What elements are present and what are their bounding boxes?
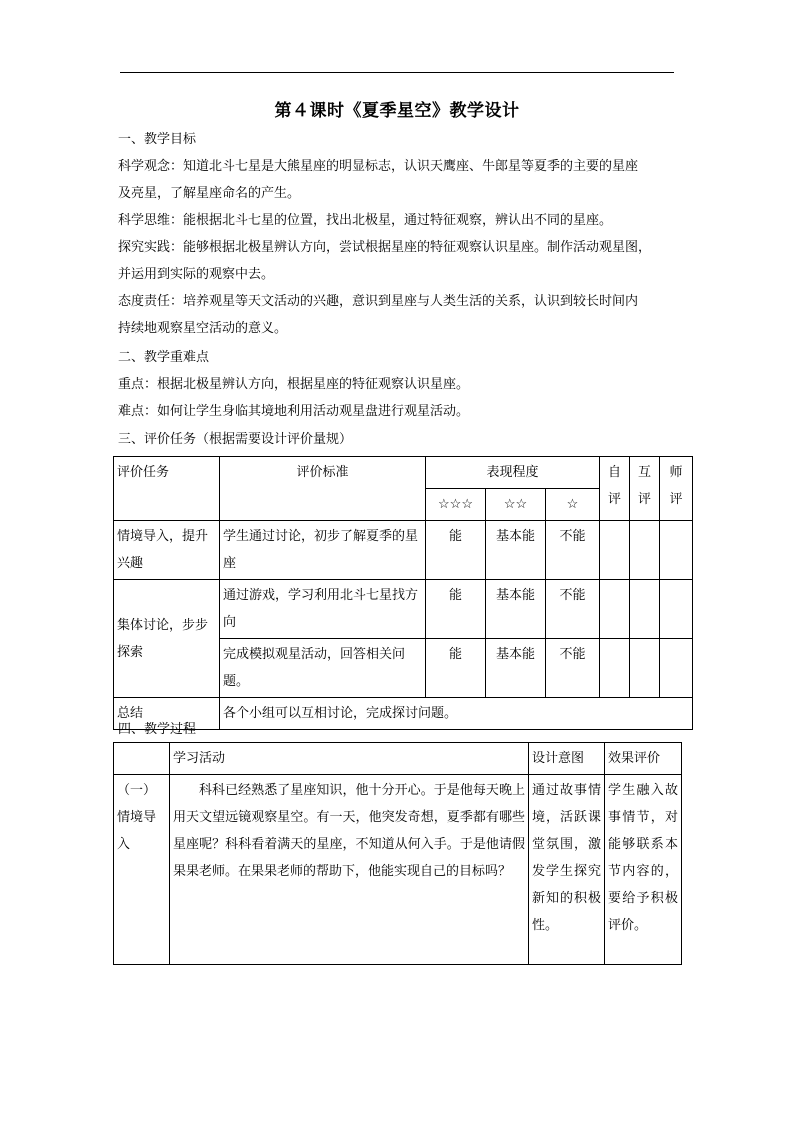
objective-inquiry-cont: 并运用到实际的观察中去。	[118, 267, 275, 282]
evaluation-table	[113, 456, 693, 730]
stage-intro: （一）情境导入	[114, 775, 170, 965]
row-standard-summary: 各个小组可以互相讨论，完成探讨问题。	[220, 698, 693, 730]
objective-science-concept: 科学观念：知道北斗七星是大熊星座的明显标志，认识天鹰座、牛郎星等夏季的主要的星座	[118, 159, 639, 174]
table-row	[114, 775, 682, 965]
row-standard-intro: 学生通过讨论，初步了解夏季的星座	[220, 521, 426, 580]
activity-intro-text: 科科已经熟悉了星座知识，他十分开心。于是他每天晚上用天文望远镜观察星空。有一天，他突发奇想，夏季都有哪些星座呢？科科看着满天的星座，不知道从何入手。于是他请假果果老师。在果果老师的帮助下，他能实现自己的目标吗？	[170, 775, 529, 965]
objective-inquiry: 探究实践：能够根据北极星辨认方向，尝试根据星座的特征观察认识星座。制作活动观星图，	[118, 240, 652, 255]
level-able: 能	[426, 580, 486, 639]
row-task-intro: 情境导入，提升兴趣	[114, 521, 220, 580]
row-standard-simulation: 完成模拟观星活动，回答相关问题。	[220, 639, 426, 698]
header-effect-eval: 效果评价	[605, 743, 682, 775]
section-heading-objectives: 一、教学目标	[118, 132, 197, 147]
header-eval-standard: 评价标准	[220, 457, 426, 521]
header-one-star: ☆	[546, 489, 600, 521]
section-heading-evaluation: 三、评价任务（根据需要设计评价量规）	[118, 432, 353, 447]
self-eval-cell	[600, 580, 630, 639]
row-standard-game: 通过游戏，学习利用北斗七星找方向	[220, 580, 426, 639]
page-title: 第４课时《夏季星空》教学设计	[274, 101, 520, 121]
effect-eval-text: 学生融入故事情节，对能够联系本节内容的，要给予积极评价。	[605, 775, 682, 965]
header-two-stars: ☆☆	[486, 489, 546, 521]
level-able: 能	[426, 639, 486, 698]
header-design-intent: 设计意图	[529, 743, 605, 775]
level-basically-able: 基本能	[486, 639, 546, 698]
objective-attitude-cont: 持续地观察星空活动的意义。	[118, 321, 288, 336]
objective-attitude: 态度责任：培养观星等天文活动的兴趣，意识到星座与人类生活的关系，认识到较长时间内	[118, 294, 639, 309]
level-able: 能	[426, 521, 486, 580]
key-point: 重点：根据北极星辨认方向，根据星座的特征观察认识星座。	[118, 377, 470, 392]
peer-eval-cell	[630, 639, 660, 698]
self-eval-cell	[600, 521, 630, 580]
teacher-eval-cell	[660, 639, 693, 698]
self-eval-cell	[600, 639, 630, 698]
level-unable: 不能	[546, 639, 600, 698]
section-heading-process: 四、教学过程	[118, 722, 197, 737]
header-rule	[120, 72, 674, 73]
peer-eval-cell	[630, 521, 660, 580]
header-learning-activity: 学习活动	[170, 743, 529, 775]
header-stage	[114, 743, 170, 775]
header-peer-eval: 互评	[630, 457, 660, 521]
objective-science-thinking: 科学思维：能根据北斗七星的位置，找出北极星，通过特征观察，辨认出不同的星座。	[118, 213, 613, 228]
header-eval-task: 评价任务	[114, 457, 220, 521]
teacher-eval-cell	[660, 580, 693, 639]
header-self-eval: 自评	[600, 457, 630, 521]
table-row	[114, 580, 693, 639]
objective-science-concept-cont: 及亮星，了解星座命名的产生。	[118, 186, 301, 201]
process-table	[113, 742, 682, 965]
header-performance-level: 表现程度	[426, 457, 600, 489]
row-task-summary: 总结	[114, 698, 220, 730]
teacher-eval-cell	[660, 521, 693, 580]
table-row	[114, 521, 693, 580]
peer-eval-cell	[630, 580, 660, 639]
level-basically-able: 基本能	[486, 580, 546, 639]
section-heading-key-points: 二、教学重难点	[118, 350, 210, 365]
difficult-point: 难点：如何让学生身临其境地利用活动观星盘进行观星活动。	[118, 404, 470, 419]
design-intent-text: 通过故事情境，活跃课堂氛围，激发学生探究新知的积极性。	[529, 775, 605, 965]
header-teacher-eval: 师评	[660, 457, 693, 521]
row-task-discussion: 集体讨论，步步探索	[114, 580, 220, 698]
level-unable: 不能	[546, 521, 600, 580]
level-unable: 不能	[546, 580, 600, 639]
header-three-stars: ☆☆☆	[426, 489, 486, 521]
level-basically-able: 基本能	[486, 521, 546, 580]
